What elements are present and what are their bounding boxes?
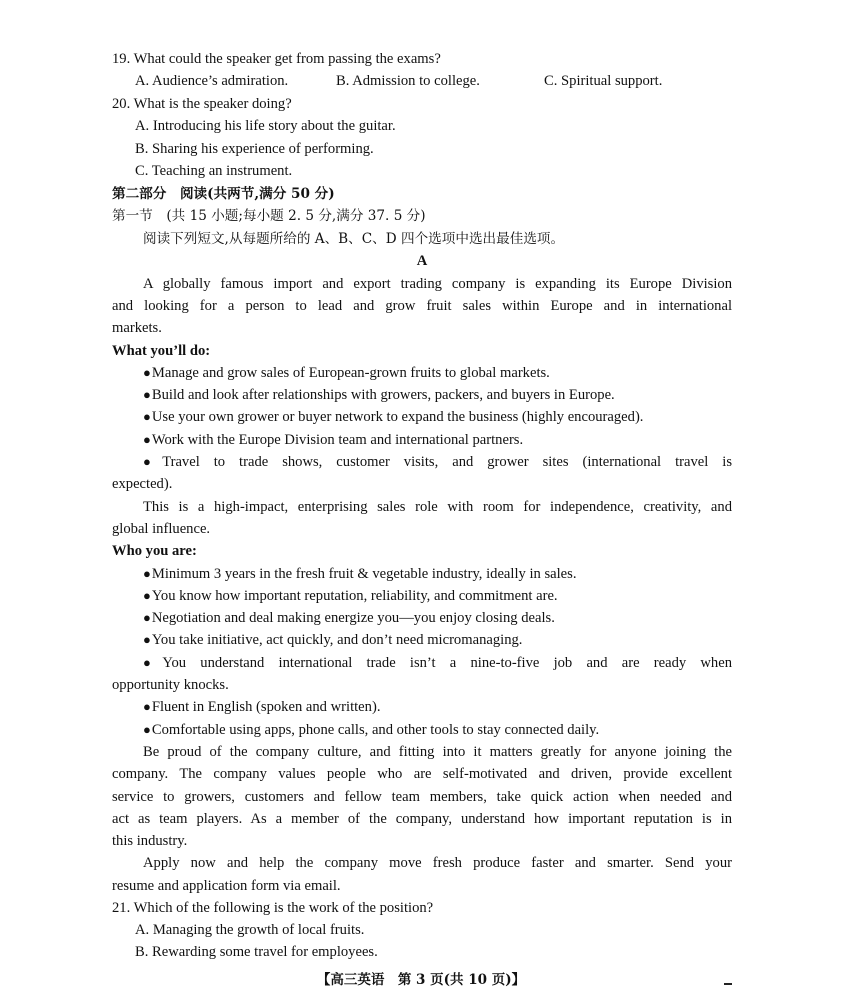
- culture-line-2: company. The company values people who are self-motivated and driven, provide excellent: [112, 766, 732, 782]
- q21-option-a: A. Managing the growth of local fruits.: [135, 922, 365, 938]
- q19-option-a: A. Audience’s admiration.: [135, 73, 289, 89]
- culture-line-4: act as team players. As a member of the company, understand how important reputation is in: [112, 811, 732, 827]
- apply-line-2: resume and application form via email.: [112, 878, 341, 894]
- list-item: ●You take initiative, act quickly, and don’t need micromanaging.: [143, 632, 523, 648]
- list-item-continuation: expected).: [112, 476, 173, 492]
- q19-option-c: C. Spiritual support.: [544, 73, 663, 89]
- list-item: ●Minimum 3 years in the fresh fruit & vegetable industry, ideally in sales.: [143, 566, 577, 582]
- list-item: ●Comfortable using apps, phone calls, and other tools to stay connected daily.: [143, 722, 600, 738]
- list-item: ●You understand international trade isn’t a nine-to-five job and are ready when: [143, 655, 732, 671]
- q20-option-a: A. Introducing his life story about the guitar.: [135, 118, 396, 134]
- q19-options: [135, 70, 695, 92]
- impact-line-2: global influence.: [112, 521, 211, 537]
- part2-heading: 第二部分 阅读(共两节,满分 50 分): [112, 186, 335, 202]
- bullet-icon: ●: [143, 409, 151, 424]
- q19-option-b: B. Admission to college.: [336, 73, 480, 89]
- q19-question: 19. What could the speaker get from passing the exams?: [112, 51, 441, 67]
- passage-label: A: [416, 253, 428, 269]
- apply-line-1: Apply now and help the company move fresh produce faster and smarter. Send your: [143, 855, 732, 871]
- q20-option-b: B. Sharing his experience of performing.: [135, 141, 374, 157]
- section1-heading: 第一节 (共 15 小题;每小题 2. 5 分,满分 37. 5 分): [112, 208, 426, 224]
- list-item: ●Work with the Europe Division team and international partners.: [143, 432, 524, 448]
- bullet-icon: ●: [143, 610, 151, 625]
- list-item: ●Negotiation and deal making energize you—you enjoy closing deals.: [143, 610, 555, 626]
- bullet-icon: ●: [143, 566, 151, 581]
- list-item: ●Build and look after relationships with growers, packers, and buyers in Europe.: [143, 387, 615, 403]
- culture-line-5: this industry.: [112, 833, 188, 849]
- list-item: ●Manage and grow sales of European-grown fruits to global markets.: [143, 365, 550, 381]
- culture-line-3: service to growers, customers and fellow team members, take quick action when needed and: [112, 789, 732, 805]
- list-item: ●Fluent in English (spoken and written).: [143, 699, 381, 715]
- page-footer: 【高三英语 第 3 页(共 10 页)】: [316, 972, 526, 988]
- q21-question: 21. Which of the following is the work of the position?: [112, 900, 434, 916]
- bullet-icon: ●: [143, 432, 151, 447]
- footer-dash: [724, 983, 732, 985]
- q20-option-c: C. Teaching an instrument.: [135, 163, 293, 179]
- bullet-icon: ●: [143, 365, 151, 380]
- list-item: ●You know how important reputation, reliability, and commitment are.: [143, 588, 558, 604]
- bullet-icon: ●: [143, 387, 151, 402]
- bullet-icon: ●: [143, 454, 162, 469]
- bullet-icon: ●: [143, 699, 151, 714]
- list-item-continuation: opportunity knocks.: [112, 677, 229, 693]
- intro-line-3: markets.: [112, 320, 162, 336]
- intro-line-1: A globally famous import and export trading company is expanding its Europe Division: [143, 276, 732, 292]
- q20-question: 20. What is the speaker doing?: [112, 96, 292, 112]
- reading-instructions: 阅读下列短文,从每题所给的 A、B、C、D 四个选项中选出最佳选项。: [143, 231, 565, 247]
- intro-line-2: and looking for a person to lead and grow fruit sales within Europe and in international: [112, 298, 732, 314]
- list-item: ●Use your own grower or buyer network to expand the business (highly encouraged).: [143, 409, 644, 425]
- bullet-icon: ●: [143, 632, 151, 647]
- what-youll-do-heading: What you’ll do:: [112, 343, 211, 359]
- who-you-are-heading: Who you are:: [112, 543, 197, 559]
- bullet-icon: ●: [143, 655, 162, 670]
- list-item: ●Travel to trade shows, customer visits, and grower sites (international travel is: [143, 454, 733, 470]
- q21-option-b: B. Rewarding some travel for employees.: [135, 944, 378, 960]
- impact-line-1: This is a high-impact, enterprising sales role with room for independence, creativity, and: [143, 499, 732, 515]
- culture-line-1: Be proud of the company culture, and fitting into it matters greatly for anyone joining the: [143, 744, 732, 760]
- bullet-icon: ●: [143, 588, 151, 603]
- bullet-icon: ●: [143, 722, 151, 737]
